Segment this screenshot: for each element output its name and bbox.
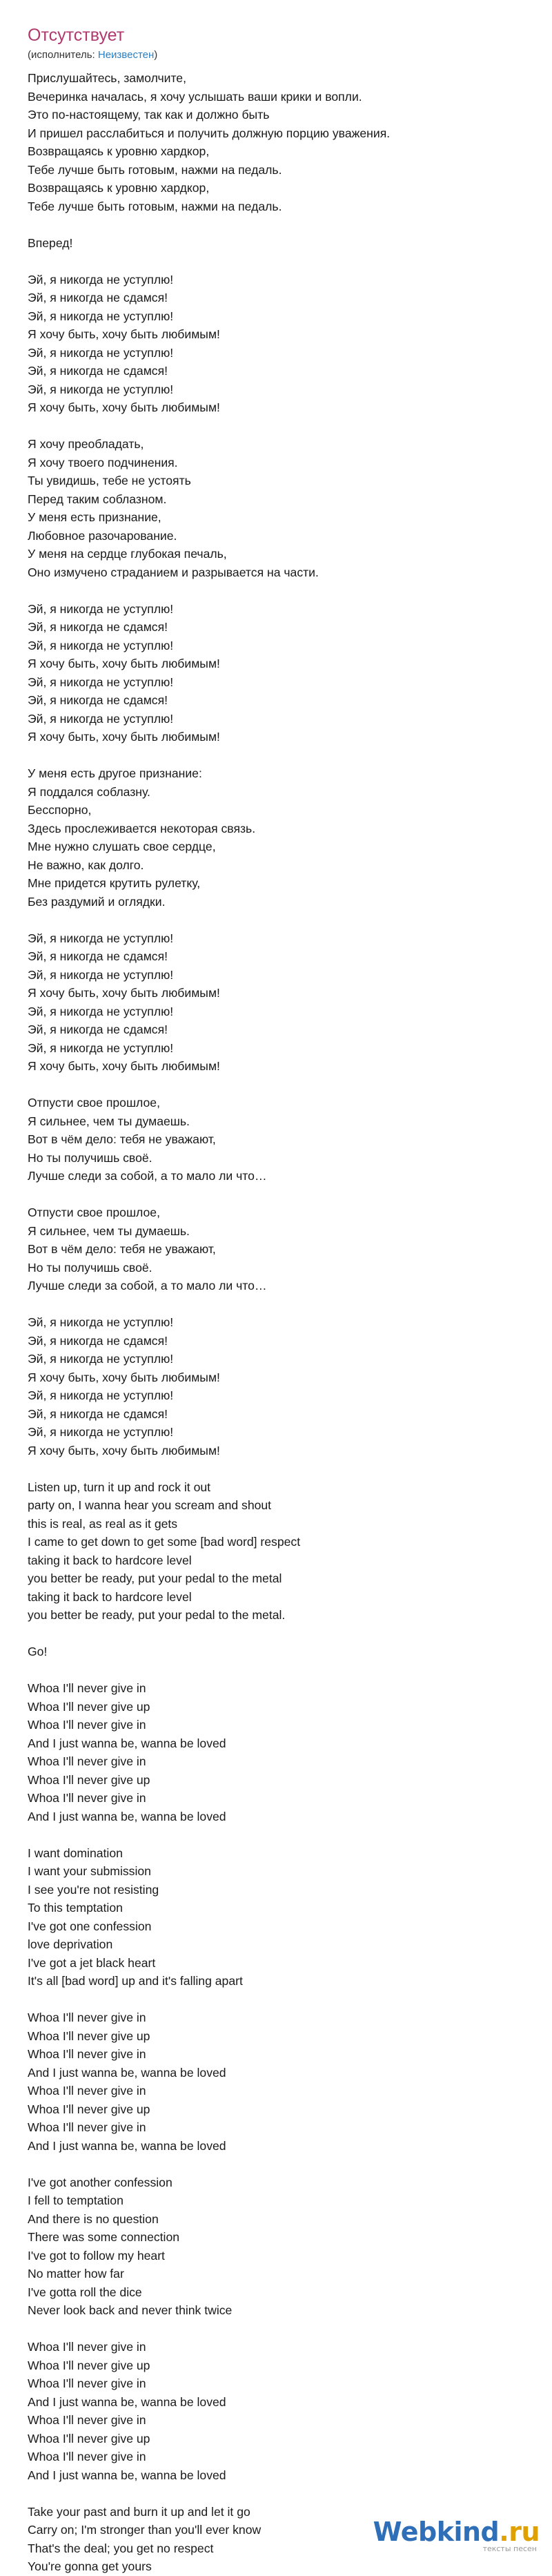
stanza-break — [28, 2155, 552, 2173]
lyric-line: And I just wanna be, wanna be loved — [28, 2065, 226, 2080]
lyric-line: Оно измучено страданием и разрывается на части. — [28, 565, 319, 579]
stanza-break — [28, 215, 552, 234]
lyric-line: Я хочу быть, хочу быть любимым! — [28, 986, 220, 1000]
lyric-line: Тебе лучше быть готовым, нажми на педаль. — [28, 199, 282, 213]
lyric-line: Перед таким соблазном. — [28, 492, 167, 506]
lyric-line: Лучше следи за собой, а то мало ли что… — [28, 1169, 267, 1183]
lyric-line: I've got to follow my heart — [28, 2248, 165, 2263]
lyric-line: you better be ready, put your pedal to the metal. — [28, 1608, 286, 1622]
site-logo — [373, 2518, 540, 2546]
lyric-line: And I just wanna be, wanna be loved — [28, 1736, 226, 1750]
lyric-line: Эй, я никогда не сдамся! — [28, 1333, 168, 1348]
lyric-line: I came to get down to get some [bad word] respect — [28, 1535, 301, 1549]
lyric-line: Whoa I'll never give in — [28, 1681, 146, 1695]
lyric-line: Я сильнее, чем ты думаешь. — [28, 1223, 190, 1238]
lyric-line: I've got one confession — [28, 1919, 152, 1933]
lyric-line: Эй, я никогда не уступлю! — [28, 1352, 174, 1366]
lyric-line: taking it back to hardcore level — [28, 1589, 192, 1604]
lyric-line: Whoa I'll never give in — [28, 2376, 146, 2390]
lyric-line: Whoa I'll never give in — [28, 1718, 146, 1732]
lyric-line: I've got another confession — [28, 2175, 172, 2189]
lyric-line: Эй, я никогда не уступлю! — [28, 967, 174, 982]
stanza-break — [28, 1076, 552, 1094]
lyric-line: Вечеринка началась, я хочу услышать ваши крики и вопли. — [28, 89, 362, 104]
lyric-line: Эй, я никогда не уступлю! — [28, 345, 174, 360]
lyric-line: У меня есть признание, — [28, 510, 161, 524]
lyric-line: Эй, я никогда не уступлю! — [28, 1315, 174, 1329]
lyric-line: I've got a jet black heart — [28, 1955, 156, 1970]
lyric-line: Эй, я никогда не уступлю! — [28, 931, 174, 945]
lyric-line: Но ты получишь своё. — [28, 1260, 152, 1275]
lyric-line: No matter how far — [28, 2267, 124, 2280]
performer-line — [28, 48, 552, 62]
lyric-line: Я хочу быть, хочу быть любимым! — [28, 1370, 220, 1384]
lyric-line: Whoa I'll never give in — [28, 1791, 146, 1805]
lyric-line: Whoa I'll never give in — [28, 2340, 146, 2354]
lyric-line: Эй, я никогда не сдамся! — [28, 949, 168, 963]
lyric-line: Эй, я никогда не уступлю! — [28, 601, 174, 616]
lyric-line: I've gotta roll the dice — [28, 2285, 142, 2299]
lyric-line: Эй, я никогда не уступлю! — [28, 1425, 174, 1439]
lyric-line: Я поддался соблазну. — [28, 784, 150, 799]
stanza-break — [28, 1826, 552, 1844]
lyric-line: Whoa I'll never give up — [28, 2431, 150, 2446]
lyric-line: I want domination — [28, 1846, 123, 1860]
lyric-line: Я хочу быть, хочу быть любимым! — [28, 730, 220, 744]
stanza-break — [28, 746, 552, 765]
lyric-line: I want your submission — [28, 1864, 151, 1878]
lyric-line: Вот в чём дело: тебя не уважают, — [28, 1242, 216, 1256]
site-watermark — [373, 2518, 540, 2553]
song-title: Отсутствует — [28, 26, 125, 45]
lyric-line: Здесь прослеживается некоторая связь. — [28, 821, 256, 835]
performer-link[interactable]: Неизвестен — [97, 49, 155, 61]
lyric-line: love deprivation — [28, 1937, 113, 1951]
lyric-line: Whoa I'll never give in — [28, 2011, 146, 2024]
stanza-break — [28, 1661, 552, 1680]
lyric-line: Эй, я никогда не уступлю! — [28, 1040, 174, 1055]
lyric-line: И пришел расслабиться и получить должную порцию уважения. — [28, 126, 391, 140]
lyric-line: It's all [bad word] up and it's falling apart — [28, 1974, 243, 1988]
lyric-line: Я хочу быть, хочу быть любимым! — [28, 1443, 220, 1458]
lyric-line: Take your past and burn it up and let it go — [28, 2504, 250, 2519]
logo-tagline: тексты песен — [482, 2544, 537, 2553]
lyric-line: Эй, я никогда не сдамся! — [28, 1406, 168, 1421]
lyric-line: And I just wanna be, wanna be loved — [28, 2138, 226, 2153]
lyric-line: party on, I wanna hear you scream and shout — [28, 1498, 272, 1512]
performer-prefix: (исполнитель: — [28, 49, 98, 61]
lyric-line: Эй, я никогда не уступлю! — [28, 675, 174, 689]
lyric-line: Но ты получишь своё. — [28, 1150, 152, 1165]
lyric-line: Я хочу преобладать, — [28, 437, 144, 451]
lyric-line: Эй, я никогда не уступлю! — [28, 711, 174, 726]
lyric-line: Я хочу быть, хочу быть любимым! — [28, 657, 220, 670]
lyric-line: Whoa I'll never give in — [28, 2047, 146, 2061]
stanza-break — [28, 417, 552, 436]
stanza-break — [28, 1295, 552, 1314]
stanza-break — [28, 2484, 552, 2503]
lyric-line: taking it back to hardcore level — [28, 1553, 192, 1567]
lyric-line: Эй, я никогда не сдамся! — [28, 364, 168, 378]
logo-brand-domain: .ru — [499, 2517, 540, 2547]
lyric-line: Это по-настоящему, так как и должно быть — [28, 108, 270, 122]
lyric-line: Эй, я никогда не уступлю! — [28, 638, 174, 652]
lyric-line: Отпусти свое прошлое, — [28, 1096, 160, 1110]
lyric-line: У меня есть другое признание: — [28, 766, 202, 780]
lyric-line: Эй, я никогда не уступлю! — [28, 1388, 174, 1402]
lyric-line: Вот в чём дело: тебя не уважают, — [28, 1132, 216, 1146]
lyric-line: У меня на сердце глубокая печаль, — [28, 547, 227, 561]
lyric-line: Эй, я никогда не уступлю! — [28, 1004, 174, 1018]
lyric-line: this is real, as real as it gets — [28, 1516, 178, 1531]
lyric-line: Я хочу быть, хочу быть любимым! — [28, 400, 220, 414]
stanza-break — [28, 911, 552, 929]
lyric-line: Whoa I'll never give up — [28, 2028, 150, 2043]
lyric-line: Я хочу твоего подчинения. — [28, 455, 178, 469]
lyric-line: I see you're not resisting — [28, 1882, 159, 1897]
lyric-line: Эй, я никогда не уступлю! — [28, 309, 174, 323]
stanza-break — [28, 252, 552, 271]
lyric-line: Не важно, как долго. — [28, 858, 144, 872]
lyric-line: Listen up, turn it up and rock it out — [28, 1480, 211, 1494]
stanza-break — [28, 1991, 552, 2009]
lyrics-text — [28, 69, 552, 2576]
lyric-line: Мне нужно слушать свое сердце, — [28, 840, 216, 853]
stanza-break — [28, 2320, 552, 2338]
stanza-break — [28, 1460, 552, 1478]
lyric-line: Whoa I'll never give up — [28, 2102, 150, 2116]
lyric-line: Whoa I'll never give in — [28, 1754, 146, 1768]
lyric-line: Без раздумий и оглядки. — [28, 894, 166, 909]
lyric-line: Вперед! — [28, 235, 73, 250]
lyric-line: To this temptation — [28, 1901, 123, 1915]
lyric-line: Whoa I'll never give up — [28, 2358, 150, 2372]
lyric-line: Whoa I'll never give in — [28, 2084, 146, 2098]
lyric-line: Never look back and never think twice — [28, 2303, 233, 2317]
lyric-line: you better be ready, put your pedal to the metal — [28, 1571, 282, 1585]
lyric-line: Whoa I'll never give up — [28, 1772, 150, 1787]
lyric-line: Возвращаясь к уровню хардкор, — [28, 144, 210, 158]
lyric-line: Whoa I'll never give in — [28, 2120, 146, 2134]
lyric-line: Whoa I'll never give in — [28, 2413, 146, 2427]
lyric-line: And I just wanna be, wanna be loved — [28, 1809, 226, 1823]
lyric-line: Эй, я никогда не уступлю! — [28, 272, 174, 287]
lyric-line: Отпусти свое прошлое, — [28, 1205, 160, 1219]
lyric-line: And there is no question — [28, 2211, 159, 2226]
lyric-line: Бесспорно, — [28, 803, 92, 817]
lyric-line: Whoa I'll never give in — [28, 2450, 146, 2463]
lyric-line: Мне придется крутить рулетку, — [28, 876, 201, 890]
lyric-line: Прислушайтесь, замолчите, — [28, 71, 186, 85]
lyric-line: You're gonna get yours — [28, 2559, 152, 2573]
stanza-break — [28, 1625, 552, 1643]
lyric-line: Лучше следи за собой, а то мало ли что… — [28, 1279, 267, 1292]
lyric-line: Любовное разочарование. — [28, 528, 177, 543]
lyric-line: Тебе лучше быть готовым, нажми на педаль. — [28, 162, 282, 177]
stanza-break — [28, 1185, 552, 1204]
lyric-line: Эй, я никогда не сдамся! — [28, 693, 168, 707]
lyric-line: Эй, я никогда не сдамся! — [28, 620, 168, 634]
lyric-line: I fell to temptation — [28, 2194, 124, 2207]
lyric-line: There was some connection — [28, 2230, 180, 2244]
lyric-line: Ты увидишь, тебе не устоять — [28, 474, 191, 487]
lyric-line: Go! — [28, 1645, 48, 1658]
lyric-line: Я сильнее, чем ты думаешь. — [28, 1114, 190, 1128]
performer-suffix: ) — [154, 49, 158, 61]
lyric-line: Возвращаясь к уровню хардкор, — [28, 181, 210, 195]
stanza-break — [28, 581, 552, 600]
lyric-line: And I just wanna be, wanna be loved — [28, 2394, 226, 2409]
lyric-line: Carry on; I'm stronger than you'll ever know — [28, 2523, 262, 2537]
logo-brand-main: Webkind — [373, 2517, 500, 2547]
lyric-line: And I just wanna be, wanna be loved — [28, 2468, 226, 2482]
lyric-line: Эй, я никогда не уступлю! — [28, 382, 174, 396]
lyric-line: That's the deal; you get no respect — [28, 2541, 214, 2555]
lyric-line: Эй, я никогда не сдамся! — [28, 291, 168, 304]
lyric-line: Эй, я никогда не сдамся! — [28, 1023, 168, 1036]
lyric-line: Я хочу быть, хочу быть любимым! — [28, 327, 220, 341]
lyric-line: Whoa I'll never give up — [28, 1699, 150, 1714]
lyric-line: Я хочу быть, хочу быть любимым! — [28, 1059, 220, 1073]
